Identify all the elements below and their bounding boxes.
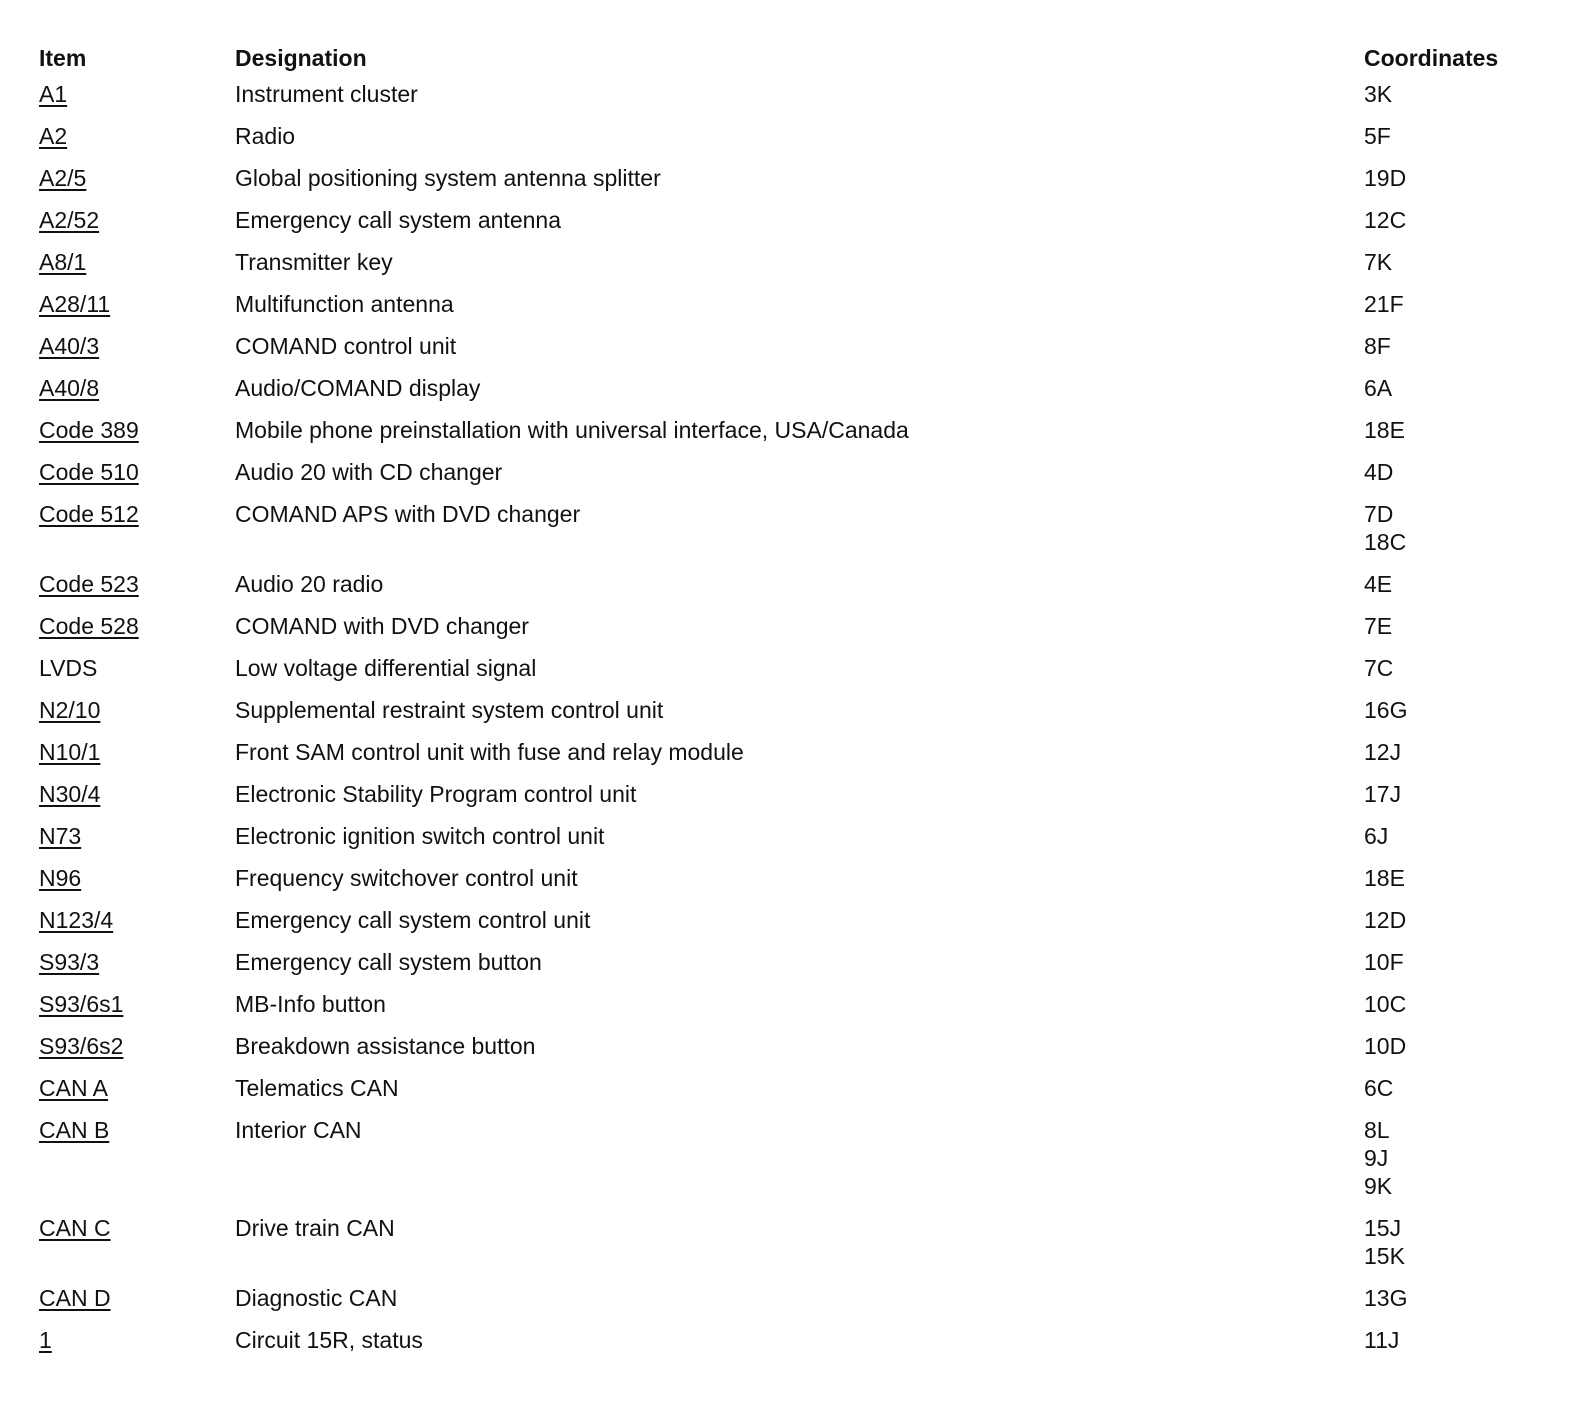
legend-table xyxy=(39,38,1559,1368)
coordinate-value: 16G xyxy=(1364,697,1408,723)
table-row xyxy=(39,1214,1559,1284)
table-row xyxy=(39,696,1559,738)
item-link[interactable]: N2/10 xyxy=(39,697,101,723)
coordinate-value: 19D xyxy=(1364,165,1407,191)
coordinate-value: 9K xyxy=(1364,1173,1393,1199)
coordinate-value: 10D xyxy=(1364,1033,1407,1059)
coordinate-value: 10C xyxy=(1364,991,1407,1017)
designation-text: Diagnostic CAN xyxy=(235,1285,398,1311)
header-row xyxy=(39,38,1559,80)
coordinate-value: 18E xyxy=(1364,417,1405,443)
coordinate-value: 4E xyxy=(1364,571,1393,597)
item-label: LVDS xyxy=(39,655,98,681)
coordinates-cell xyxy=(1364,906,1406,934)
designation-text: Audio 20 with CD changer xyxy=(235,459,503,485)
coordinate-value: 10F xyxy=(1364,949,1404,975)
coordinate-value: 15J xyxy=(1364,1215,1402,1241)
coordinates-cell xyxy=(1364,696,1407,724)
coordinate-value: 8L xyxy=(1364,1117,1390,1143)
table-row xyxy=(39,780,1559,822)
coordinate-value: 17J xyxy=(1364,781,1402,807)
table-row xyxy=(39,822,1559,864)
item-link[interactable]: Code 512 xyxy=(39,501,139,527)
coordinates-cell xyxy=(1364,654,1393,682)
designation-text: Emergency call system antenna xyxy=(235,207,561,233)
coordinate-value: 18E xyxy=(1364,865,1405,891)
item-link[interactable]: A2/5 xyxy=(39,165,87,191)
coordinates-cell xyxy=(1364,290,1404,318)
coordinates-cell xyxy=(1364,1032,1406,1060)
item-link[interactable]: A1 xyxy=(39,81,68,107)
coordinates-cell xyxy=(1364,1214,1405,1270)
designation-text: Mobile phone preinstallation with universal interface, USA/Canada xyxy=(235,417,909,443)
designation-text: Electronic Stability Program control unit xyxy=(235,781,637,807)
designation-text: Interior CAN xyxy=(235,1117,362,1143)
table-row xyxy=(39,1074,1559,1116)
coordinates-cell xyxy=(1364,990,1406,1018)
item-link[interactable]: CAN C xyxy=(39,1215,111,1241)
coordinate-value: 12J xyxy=(1364,739,1402,765)
item-link[interactable]: CAN D xyxy=(39,1285,111,1311)
coordinates-cell xyxy=(1364,1074,1393,1102)
coordinates-cell xyxy=(1364,332,1391,360)
table-row xyxy=(39,500,1559,570)
item-link[interactable]: A40/8 xyxy=(39,375,100,401)
coordinates-cell xyxy=(1364,1284,1407,1312)
item-link[interactable]: A40/3 xyxy=(39,333,100,359)
coordinate-value: 8F xyxy=(1364,333,1391,359)
coordinates-cell xyxy=(1364,500,1406,556)
designation-text: Audio/COMAND display xyxy=(235,375,481,401)
designation-text: COMAND with DVD changer xyxy=(235,613,529,639)
coordinate-value: 4D xyxy=(1364,459,1394,485)
item-link[interactable]: CAN B xyxy=(39,1117,110,1143)
table-row xyxy=(39,374,1559,416)
designation-text: Emergency call system button xyxy=(235,949,542,975)
coordinate-value: 3K xyxy=(1364,81,1393,107)
table-row xyxy=(39,332,1559,374)
table-row xyxy=(39,416,1559,458)
designation-text: Emergency call system control unit xyxy=(235,907,591,933)
coordinates-cell xyxy=(1364,570,1392,598)
designation-text: Transmitter key xyxy=(235,249,393,275)
designation-text: Low voltage differential signal xyxy=(235,655,537,681)
designation-text: COMAND APS with DVD changer xyxy=(235,501,581,527)
coordinates-cell xyxy=(1364,80,1392,108)
designation-text: Drive train CAN xyxy=(235,1215,395,1241)
coordinates-cell xyxy=(1364,822,1388,850)
item-link[interactable]: CAN A xyxy=(39,1075,109,1101)
table-row xyxy=(39,206,1559,248)
table-row xyxy=(39,458,1559,500)
designation-text: Audio 20 radio xyxy=(235,571,384,597)
table-row xyxy=(39,1116,1559,1214)
coordinates-cell xyxy=(1364,374,1392,402)
coordinate-value: 7E xyxy=(1364,613,1393,639)
coordinate-value: 7K xyxy=(1364,249,1393,275)
designation-text: Circuit 15R, status xyxy=(235,1327,423,1353)
coordinate-value: 6C xyxy=(1364,1075,1394,1101)
item-link[interactable]: A2/52 xyxy=(39,207,100,233)
coordinate-value: 11J xyxy=(1364,1327,1400,1353)
designation-text: Frequency switchover control unit xyxy=(235,865,578,891)
table-row xyxy=(39,1284,1559,1326)
designation-text: COMAND control unit xyxy=(235,333,457,359)
table-row xyxy=(39,948,1559,990)
designation-text: Instrument cluster xyxy=(235,81,418,107)
item-link[interactable]: Code 523 xyxy=(39,571,139,597)
table-row xyxy=(39,290,1559,332)
table-row xyxy=(39,1326,1559,1368)
coordinate-value: 7C xyxy=(1364,655,1394,681)
legend-rows xyxy=(39,80,1559,1368)
designation-text: Radio xyxy=(235,123,296,149)
coordinates-cell xyxy=(1364,612,1392,640)
designation-text: Electronic ignition switch control unit xyxy=(235,823,605,849)
coordinates-cell xyxy=(1364,864,1405,892)
designation-text: Supplemental restraint system control unit xyxy=(235,697,664,723)
designation-text: Global positioning system antenna splitter xyxy=(235,165,661,191)
coordinate-value: 15K xyxy=(1364,1243,1405,1269)
table-row xyxy=(39,906,1559,948)
coordinate-value: 13G xyxy=(1364,1285,1408,1311)
coordinates-cell xyxy=(1364,458,1393,486)
coordinate-value: 12C xyxy=(1364,207,1407,233)
designation-text: Breakdown assistance button xyxy=(235,1033,536,1059)
coordinate-value: 6J xyxy=(1364,823,1389,849)
item-link[interactable]: N96 xyxy=(39,865,82,891)
coordinate-value: 21F xyxy=(1364,291,1404,317)
coordinates-cell xyxy=(1364,780,1401,808)
item-link[interactable]: A28/11 xyxy=(39,291,111,317)
item-link[interactable]: N30/4 xyxy=(39,781,101,807)
designation-text: Front SAM control unit with fuse and relay module xyxy=(235,739,744,765)
item-link[interactable]: Code 528 xyxy=(39,613,139,639)
coordinates-cell xyxy=(1364,1326,1399,1354)
header-designation: Designation xyxy=(235,45,367,71)
table-row xyxy=(39,122,1559,164)
table-row xyxy=(39,1032,1559,1074)
coordinate-value: 9J xyxy=(1364,1145,1389,1171)
item-link[interactable]: Code 510 xyxy=(39,459,139,485)
coordinate-value: 6A xyxy=(1364,375,1393,401)
coordinates-cell xyxy=(1364,948,1404,976)
item-link[interactable]: N123/4 xyxy=(39,907,114,933)
coordinates-cell xyxy=(1364,1116,1392,1200)
table-row xyxy=(39,738,1559,780)
coordinate-value: 12D xyxy=(1364,907,1407,933)
coordinates-cell xyxy=(1364,738,1401,766)
coordinates-cell xyxy=(1364,248,1392,276)
table-row xyxy=(39,864,1559,906)
item-link[interactable]: A8/1 xyxy=(39,249,87,275)
header-item: Item xyxy=(39,45,87,71)
item-link[interactable]: N73 xyxy=(39,823,82,849)
coordinate-value: 7D xyxy=(1364,501,1394,527)
item-link[interactable]: S93/6s2 xyxy=(39,1033,124,1059)
table-row xyxy=(39,990,1559,1032)
item-link[interactable]: S93/6s1 xyxy=(39,991,124,1017)
coordinates-cell xyxy=(1364,164,1406,192)
header-coordinates: Coordinates xyxy=(1364,45,1499,71)
coordinates-cell xyxy=(1364,122,1391,150)
table-row xyxy=(39,248,1559,290)
table-row xyxy=(39,654,1559,696)
coordinates-cell xyxy=(1364,206,1406,234)
item-link[interactable]: S93/3 xyxy=(39,949,100,975)
coordinates-cell xyxy=(1364,416,1405,444)
table-row xyxy=(39,80,1559,122)
item-link[interactable]: N10/1 xyxy=(39,739,101,765)
item-link[interactable]: 1 xyxy=(39,1327,52,1353)
item-link[interactable]: A2 xyxy=(39,123,68,149)
table-row xyxy=(39,164,1559,206)
table-row xyxy=(39,612,1559,654)
coordinate-value: 18C xyxy=(1364,529,1407,555)
item-link[interactable]: Code 389 xyxy=(39,417,139,443)
designation-text: MB-Info button xyxy=(235,991,386,1017)
designation-text: Telematics CAN xyxy=(235,1075,399,1101)
designation-text: Multifunction antenna xyxy=(235,291,454,317)
table-row xyxy=(39,570,1559,612)
coordinate-value: 5F xyxy=(1364,123,1391,149)
